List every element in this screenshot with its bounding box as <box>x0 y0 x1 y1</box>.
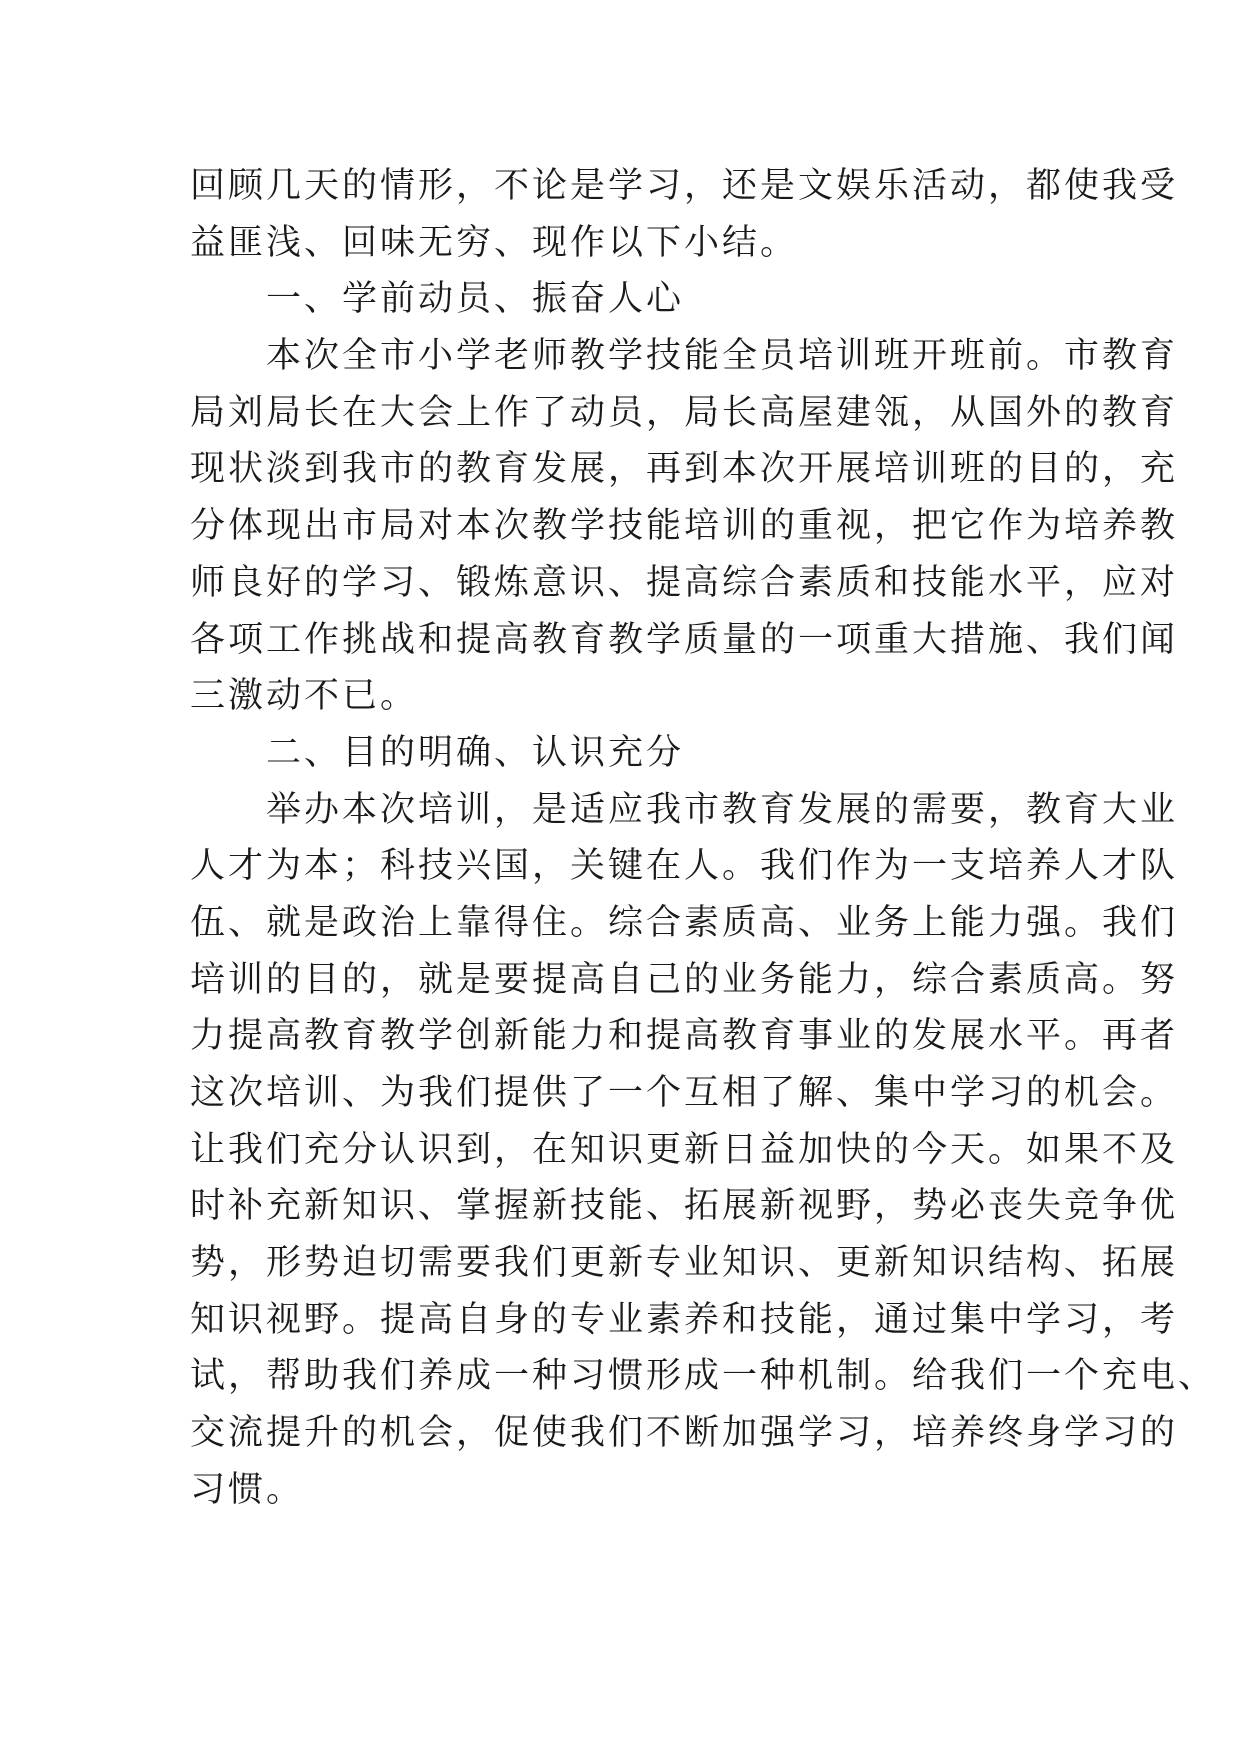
text-line: 举办本次培训，是适应我市教育发展的需要，教育大业 <box>266 789 1179 830</box>
text-line: 各项工作挑战和提高教育教学质量的一项重大措施、我们闻 <box>190 619 1179 660</box>
text-line: 这次培训、为我们提供了一个互相了解、集中学习的机会。 <box>190 1073 1179 1113</box>
text-line: 回顾几天的情形，不论是学习，还是文娱乐活动，都使我受 <box>190 166 1179 206</box>
text-line: 现状淡到我市的教育发展，再到本次开展培训班的目的，充 <box>190 449 1179 490</box>
text-line: 交流提升的机会，促使我们不断加强学习，培养终身学习的 <box>190 1413 1179 1454</box>
section-heading: 一、学前动员、振奋人心 <box>266 279 685 320</box>
text-line: 本次全市小学老师教学技能全员培训班开班前。市教育 <box>266 336 1179 377</box>
text-line: 局刘局长在大会上作了动员，局长高屋建瓴，从国外的教育 <box>190 392 1179 433</box>
text-line: 时补充新知识、掌握新技能、拓展新视野，势必丧失竞争优 <box>190 1186 1179 1227</box>
text-line: 益匪浅、回味无穷、现作以下小结。 <box>190 222 799 263</box>
text-line: 势，形势迫切需要我们更新专业知识、更新知识结构、拓展 <box>190 1243 1179 1284</box>
text-line: 让我们充分认识到，在知识更新日益加快的今天。如果不及 <box>190 1129 1179 1170</box>
text-line: 三激动不已。 <box>190 676 419 717</box>
text-line: 力提高教育教学创新能力和提高教育事业的发展水平。再者 <box>190 1016 1179 1057</box>
text-line: 师良好的学习、锻炼意识、提高综合素质和技能水平，应对 <box>190 562 1179 603</box>
text-line: 人才为本；科技兴国，关键在人。我们作为一支培养人才队 <box>190 846 1179 887</box>
text-line: 知识视野。提高自身的专业素养和技能，通过集中学习，考 <box>190 1299 1179 1340</box>
text-line: 习惯。 <box>190 1469 305 1510</box>
text-line: 分体现出市局对本次教学技能培训的重视，把它作为培养教 <box>190 506 1179 547</box>
text-line: 培训的目的，就是要提高自己的业务能力，综合素质高。努 <box>190 959 1179 1000</box>
section-heading: 二、目的明确、认识充分 <box>266 732 685 773</box>
text-line: 伍、就是政治上靠得住。综合素质高、业务上能力强。我们 <box>190 902 1179 943</box>
document-body <box>190 158 1217 1519</box>
text-line: 试，帮助我们养成一种习惯形成一种机制。给我们一个充电、 <box>190 1356 1217 1397</box>
